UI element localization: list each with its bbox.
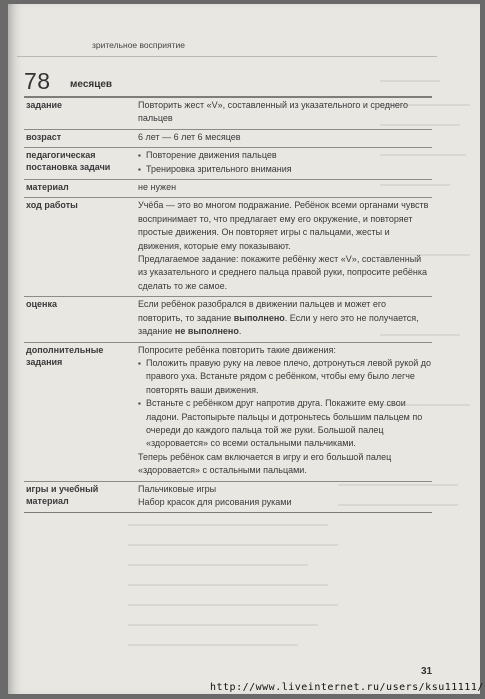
label-task: задание	[26, 100, 63, 110]
label-material: материал	[26, 182, 69, 193]
list-item: ▪ Тренировка зрительного внимания	[138, 163, 432, 176]
age-unit: месяцев	[70, 79, 113, 90]
lesson-table	[24, 98, 432, 513]
row-games	[24, 482, 432, 514]
list-item: Пальчиковые игры	[138, 483, 217, 494]
row-process	[24, 198, 432, 297]
content-evaluation: Если ребёнок разобрался в движении пальцев и может его повторить, то задание выполнено. Если у него это не получается, задание не выполнено.	[138, 299, 419, 337]
result-not-done: не выполнено	[174, 326, 239, 337]
content-additional: Попросите ребёнка повторить такие движения: ▪ Положить правую руку на левое плечо, дотронуться левой рукой до правого уха. Встаньте рядом с ребёнком, чтобы ему было легче повторять ваши движения. ▪ Встаньте с ребёнком друг напротив друга. Покажите ему свои ладони. Растопырьте пальцы и дотроньтесь большим пальцем по очереди до каждого пальца той же руки. Большой палец «здоровается» со всеми остальными пальчиками. Теперь ребёнок сам включается в игру и его большой палец «здоровается» с остальными пальцами.	[136, 343, 432, 481]
list-item: ▪ Положить правую руку на левое плечо, дотронуться левой рукой до правого уха. Встаньте рядом с ребёнком, чтобы ему было легче повторять ваши движения.	[138, 357, 432, 397]
content-process: Учёба — это во многом подражание. Ребёнок всеми органами чувств воспринимает то, что предлагает ему его окружение, и повторяет простые движения. Он повторяет игры с пальцами, жесты и движения, которые ему показывают. Предлагаемое задание: покажите ребёнку жест «V», составленный из указательного и среднего пальца правой руки, попросите ребёнка сделать то же самое.	[138, 200, 429, 291]
row-age	[24, 130, 432, 148]
header-rule	[17, 56, 437, 57]
section-title	[24, 68, 432, 98]
label-process: ход работы	[26, 200, 78, 211]
row-material	[24, 180, 432, 198]
age-number: 78	[24, 68, 51, 94]
watermark-url: http://www.liveinternet.ru/users/ksu11111/	[210, 682, 484, 693]
label-goal: педагогическая постановка задачи	[26, 150, 111, 173]
list-item: Набор красок для рисования руками	[138, 496, 292, 507]
document-page	[8, 4, 480, 694]
running-header: зрительное восприятие	[92, 40, 185, 50]
row-additional	[24, 343, 432, 482]
content-goal	[136, 148, 432, 179]
result-done: выполнено	[233, 312, 285, 323]
page-number: 31	[421, 666, 433, 677]
row-evaluation	[24, 297, 432, 342]
list-item: ▪ Встаньте с ребёнком друг напротив друга. Покажите ему свои ладони. Растопырьте пальцы и дотроньтесь большим пальцем по очереди до каждого пальца той же руки. Большой палец «здоровается» со всеми остальными пальчиками.	[138, 397, 432, 451]
row-task	[24, 98, 432, 130]
content-task: Повторить жест «V», составленный из указательного и среднего пальцев	[138, 100, 409, 124]
content-material: не нужен	[138, 182, 177, 193]
row-goal	[24, 148, 432, 180]
label-evaluation: оценка	[26, 299, 57, 310]
label-additional: дополнительные задания	[26, 344, 104, 367]
label-games: игры и учебный материал	[26, 483, 99, 506]
list-item: ▪ Повторение движения пальцев	[138, 149, 432, 162]
content-age: 6 лет — 6 лет 6 месяцев	[138, 131, 241, 142]
label-age: возраст	[26, 131, 62, 142]
content-games	[136, 482, 432, 513]
